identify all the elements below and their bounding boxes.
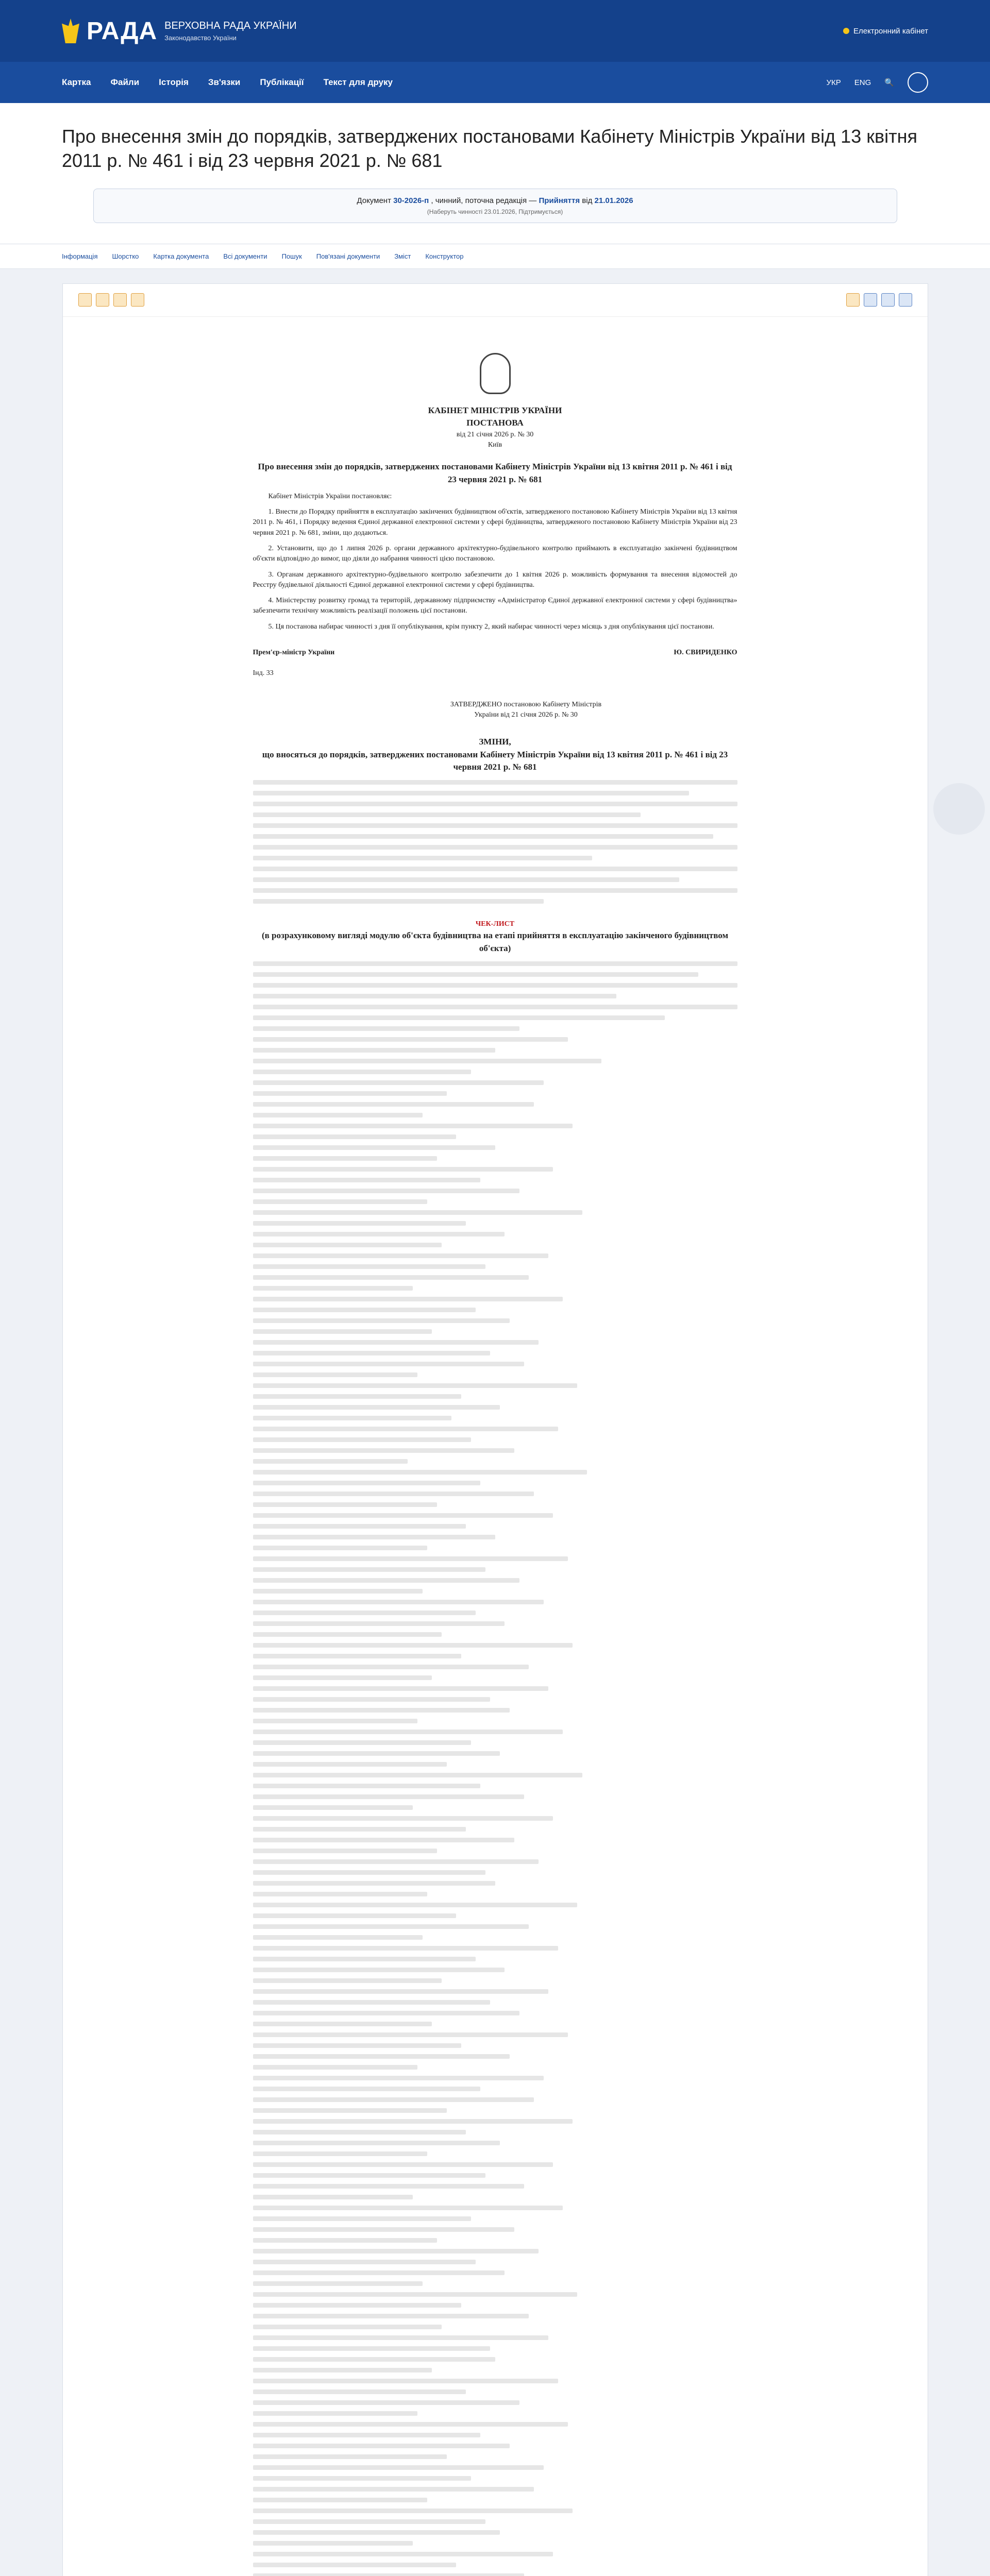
site-logo[interactable]: [62, 17, 297, 45]
doc-cabinet: КАБІНЕТ МІНІСТРІВ УКРАЇНИ: [428, 405, 562, 415]
doc-city: Київ: [488, 441, 502, 449]
doc-heading: Про внесення змін до порядків, затверджених постановами Кабінету Міністрів України від 13 квітня 2011 р. № 461 і від 23 червня 2021 р. № 681: [258, 462, 732, 485]
doc-checklist-title: (в розрахунковому вигляді модулю об'єкта будівництва на етапі прийняття в експлуатацію закінченого будівництвом об'єкта): [261, 930, 729, 954]
tab-search[interactable]: Пошук: [281, 252, 302, 260]
doc-date-place: від 21 січня 2026 р. № 30: [456, 430, 534, 438]
tab-info[interactable]: Інформація: [62, 252, 98, 260]
doc-info-box: [93, 189, 897, 223]
doc-status: Прийняття: [539, 196, 580, 205]
doc-toolbar: [63, 284, 928, 317]
lang-eng[interactable]: ENG: [854, 78, 871, 87]
tool-icon-5[interactable]: [846, 293, 860, 307]
cabinet-label: Електронний кабінет: [853, 26, 928, 36]
tool-icon-6[interactable]: [864, 293, 877, 307]
doc-para-5: 4. Міністерству розвитку громад та територій, державному підприємству «Адміністратор Єдиної державної електронної системи у сфері будівництва» забезпечити технічну можливість реалізації положень цієї постанови.: [253, 597, 737, 615]
tool-icon-1[interactable]: [78, 293, 92, 307]
doc-id: 30-2026-п: [393, 196, 429, 205]
tab-rough[interactable]: Шорстко: [112, 252, 139, 260]
logo-line2: Законодавство України: [164, 34, 237, 42]
nav-item-history[interactable]: Історія: [159, 77, 189, 87]
title-section: [0, 103, 990, 244]
electronic-cabinet-link[interactable]: [843, 27, 928, 36]
top-header: [0, 0, 990, 62]
user-avatar[interactable]: [908, 72, 928, 93]
doc-changes-title: що вносяться до порядків, затверджених постановами Кабінету Міністрів України від 13 квітня 2011 р. № 461 і від 23 червня 2021 р. № 681: [262, 749, 728, 772]
print-icon[interactable]: [899, 293, 912, 307]
tool-icon-3[interactable]: [113, 293, 127, 307]
doc-text-block-2: [253, 961, 737, 2576]
side-scroll-indicator[interactable]: [933, 783, 985, 835]
tool-icon-2[interactable]: [96, 293, 109, 307]
docinfo-line2: (Наберуть чинності 23.01.2026, Підтримується): [427, 208, 563, 215]
document-body: [253, 353, 737, 2576]
tool-icon-4[interactable]: [131, 293, 144, 307]
nav-item-card[interactable]: Картка: [62, 77, 91, 87]
sign-name: Ю. СВИРИДЕНКО: [674, 649, 737, 657]
page-title: Про внесення змін до порядків, затверджених постановами Кабінету Міністрів України від 13 квітня 2011 р. № 461 і від 23 червня 2021 р. № 681: [62, 126, 917, 171]
doc-changes: ЗМІНИ,: [479, 737, 511, 747]
docinfo-b: , чинний, поточна редакція —: [431, 196, 537, 205]
nav-item-publications[interactable]: Публікації: [260, 77, 304, 87]
doc-para-3: 2. Установити, що до 1 липня 2026 р. органи державного архітектурно-будівельного контролю приймають в експлуатацію закінчені будівництвом об'єкти відповідно до вимог, що діяли до набрання чинності цією постановою.: [253, 544, 737, 563]
doc-text-block-1: [253, 780, 737, 904]
doc-checklist: ЧЕК-ЛИСТ: [475, 920, 515, 928]
main-nav: [0, 62, 990, 103]
doc-para-1: Кабінет Міністрів України постановляє:: [268, 492, 392, 500]
doc-tabs: [0, 244, 990, 269]
tab-card[interactable]: Картка документа: [153, 252, 209, 260]
nav-item-files[interactable]: Файли: [110, 77, 140, 87]
doc-date: 21.01.2026: [594, 196, 633, 205]
doc-para-4: 3. Органам державного архітектурно-будівельного контролю забезпечити до 1 квітня 2026 р. можливість формування та внесення відомостей до Реєстру будівельної діяльності Єдиної державної електронної системи у сфері будівництва.: [253, 570, 737, 589]
lang-ukr[interactable]: УКР: [826, 78, 841, 87]
doc-para-6: 5. Ця постанова набирає чинності з дня її опублікування, крім пункту 2, який набирає чинності через місяць з дня опублікування цієї постанови.: [268, 622, 714, 631]
tab-related[interactable]: Пов'язані документи: [316, 252, 380, 260]
trident-icon: [62, 19, 79, 43]
tab-all[interactable]: Всі документи: [223, 252, 267, 260]
doc-ind: Інд. 33: [253, 669, 274, 677]
document-page: [62, 283, 928, 2576]
tab-contents[interactable]: Зміст: [394, 252, 411, 260]
nav-item-print[interactable]: Текст для друку: [323, 77, 393, 87]
doc-resolution: ПОСТАНОВА: [466, 418, 524, 428]
nav-item-links[interactable]: Зв'язки: [208, 77, 241, 87]
cabinet-icon: [843, 28, 849, 34]
logo-line1: ВЕРХОВНА РАДА УКРАЇНИ: [164, 20, 297, 31]
docinfo-c: від: [582, 196, 593, 205]
docinfo-a: Документ: [357, 196, 391, 205]
logo-title: РАДА: [87, 17, 158, 45]
sign-role: Прем'єр-міністр України: [253, 649, 335, 657]
doc-approved: ЗАТВЕРДЖЕНО постановою Кабінету Міністрів України від 21 січня 2026 р. № 30: [450, 700, 602, 719]
doc-para-2: 1. Внести до Порядку прийняття в експлуатацію закінчених будівництвом об'єктів, затвердженого постановою Кабінету Міністрів України від 13 квітня 2011 р. № 461, і Порядку ведення Єдиної державної електронної системи у сфері будівництва, затвердженого постановою Кабінету Міністрів України від 23 червня 2021 р. № 681, зміни, що додаються.: [253, 508, 737, 537]
search-icon[interactable]: 🔍: [884, 78, 894, 87]
signature-row: [253, 648, 737, 658]
tool-icon-7[interactable]: [881, 293, 895, 307]
tab-constructor[interactable]: Конструктор: [425, 252, 464, 260]
emblem-icon: [480, 353, 511, 394]
